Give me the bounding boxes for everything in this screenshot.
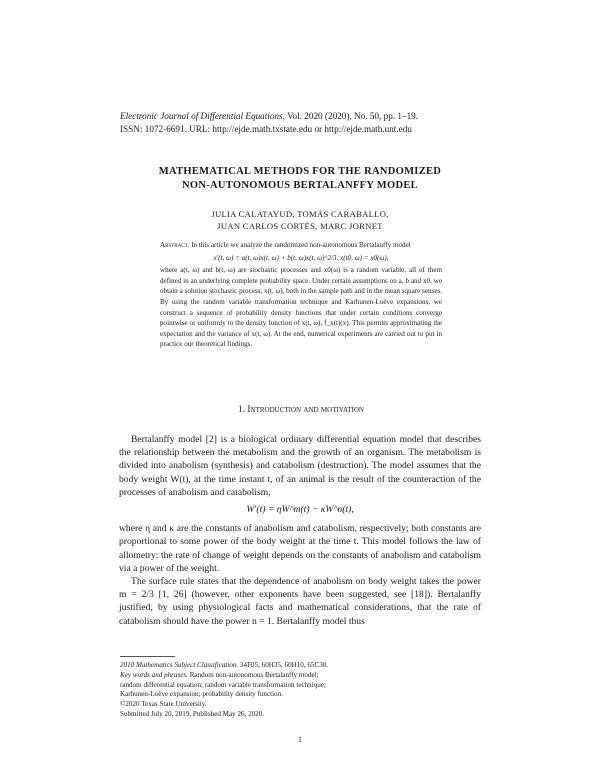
msc-line (120, 661, 482, 671)
keywords-line-2: random differential equation; random variable transformation technique; (120, 680, 326, 689)
paragraph-1: Bertalanffy model [2] is a biological ordinary differential equation model that describes the relationship between the metabolism and the growth of an organism. The metabolism is divided into anabolism (synthesis) and catabolism (destruction). The model assumes that the body weight W(t), at the time instant t, of an animal is the result of the counteraction of the processes of anabolism and catabolism, (119, 434, 481, 498)
dates-line: Submitted July 20, 2019. Published May 26, 2020. (120, 709, 265, 718)
abstract-label: Abstract. (160, 241, 190, 249)
authors-line-1: JULIA CALATAYUD, TOMÁS CARABALLO, (211, 209, 389, 219)
authors-line-2: JUAN CARLOS CORTÉS, MARC JORNET (217, 221, 383, 231)
keywords-label: Key words and phrases. (120, 670, 188, 679)
paragraph-3: The surface rule states that the dependence of anabolism on body weight takes the power m = 2/3 [1, 26] (however, other exponents have been suggested, see [18]). Bertalanffy justified, by using physiological facts and mathematical considerations, that the rate of catabolism should have the power n = 1. Bertalanffy model thus (119, 576, 481, 627)
journal-header (120, 110, 500, 136)
journal-name: Electronic Journal of Differential Equations (120, 111, 283, 121)
keywords-line-3: Karhunen-Loève expansion; probability density function. (120, 690, 283, 699)
footnote-rule (120, 656, 175, 657)
paper-title (100, 165, 500, 193)
abstract-body: where a(t, ω) and b(t, ω) are stochastic processes and x0(ω) is a random variable, all of them defined in an underlying complete probability space. Under certain assumptions on a, b and x0, we obtain a solution stochastic process, x(t, ω), both in the sample path and in the mean square senses. By using the random variable transformation technique and Karhunen-Loève expansions, we construct a sequence of probability density functions that under certain conditions converge pointwise or uniformly to the density function of x(t, ω), f_x(t)(x). This permits approximating the expectation and the variance of x(t, ω). At the end, numerical experiments are carried out to put in practice our theoretical findings. (160, 266, 442, 349)
journal-citation-line (120, 110, 500, 123)
section-heading: 1. Introduction and motivation (238, 405, 364, 415)
journal-citation: , Vol. 2020 (2020), No. 50, pp. 1–19. (282, 111, 419, 121)
abstract-intro: In this article we analyze the randomized non-autonomous Bertalanffy model (191, 241, 411, 249)
paragraph-2: where η and κ are the constants of anabolism and catabolism, respectively; both constants are proportional to some power of the body weight at the time t. This model follows the law of allometry: the rate of change of weight depends on the constants of anabolism and catabolism via a power of the weight. (119, 523, 481, 574)
msc-codes: 34F05, 60H35, 60H10, 65C30. (238, 661, 329, 669)
copyright-line: ©2020 Texas State University. (120, 700, 207, 709)
issn-line: ISSN: 1072-6691. URL: http://ejde.math.txstate.edu or http://ejde.math.unt.edu (120, 124, 412, 134)
title-line-1: MATHEMATICAL METHODS FOR THE RANDOMIZED (158, 166, 442, 177)
title-line-2: NON-AUTONOMOUS BERTALANFFY MODEL (182, 180, 418, 191)
keywords-text-1: Random non-autonomous Bertalanffy model; (187, 670, 319, 679)
footnotes (120, 661, 482, 720)
keywords-line-1 (120, 671, 482, 681)
abstract (160, 240, 442, 350)
author-list (100, 208, 500, 232)
msc-label: 2010 Mathematics Subject Classification. (120, 661, 239, 669)
abstract-equation: x′(t, ω) = a(t, ω)x(t, ω) + b(t, ω)x(t, ω)^2/3, x(t0, ω) = x0(ω), (213, 253, 389, 262)
page-number: 1 (298, 735, 302, 744)
bertalanffy-equation: W′(t) = ηW^m(t) − κW^n(t), (246, 504, 354, 516)
body-text (119, 433, 481, 628)
